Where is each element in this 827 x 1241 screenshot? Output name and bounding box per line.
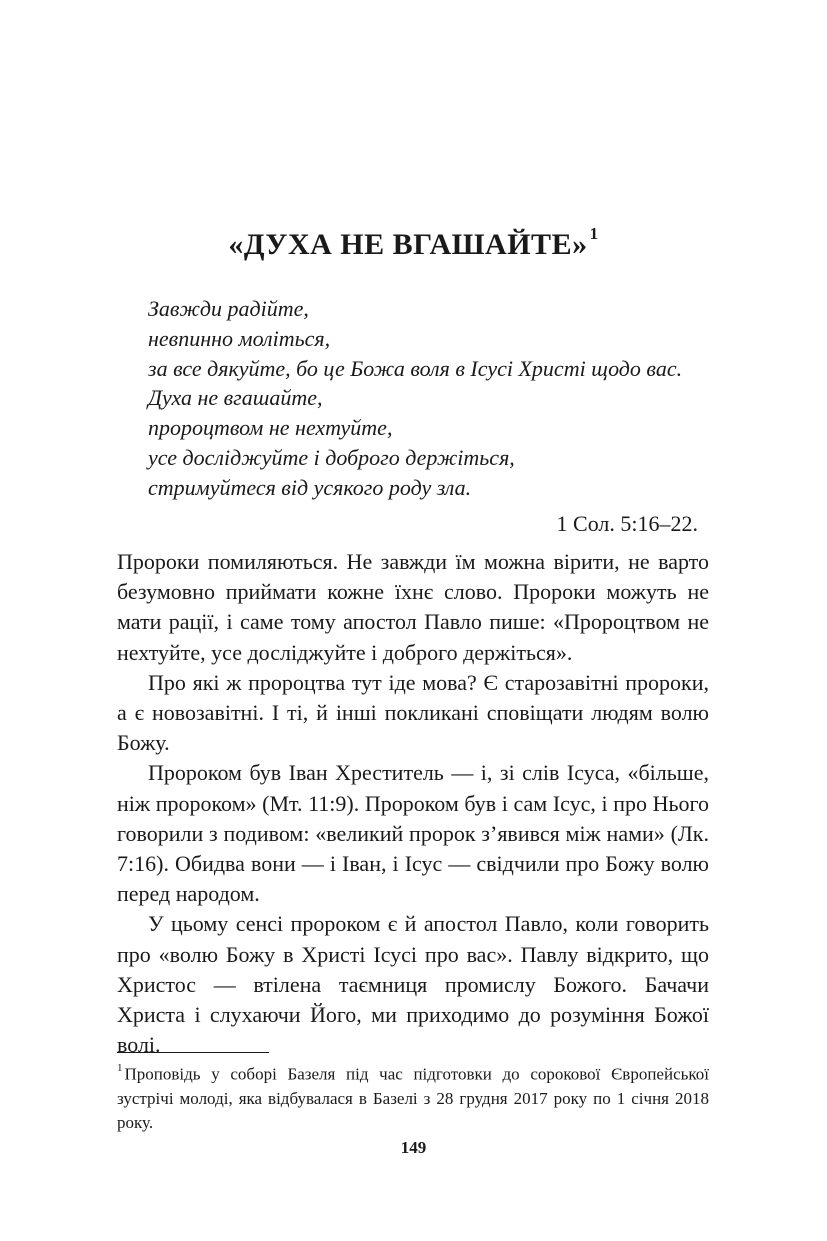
paragraph: Пророки помиляються. Не завжди їм можна вірити, не варто безумовно приймати кожне їхнє слово. Пророки можуть не мати рації, і саме тому апостол Павло пише: «Пророцтвом не нехтуйте, усе досліджуйте і доброго держіться». — [117, 549, 709, 665]
paragraph: Про які ж пророцтва тут іде мова? Є старозавітні пророки, а є новозавітні. І ті, й інші покликані сповіщати людям волю Божу. — [117, 669, 709, 756]
epigraph-line: пророцтвом не нехтуйте, — [148, 415, 393, 441]
paragraph: Пророком був Іван Хреститель — і, зі слів Ісуса, «більше, ніж пророком» (Мт. 11:9). Пророком був і сам Ісус, і про Нього говорили з подивом: «великий пророк з’явився між нами» (Лк. 7:16). Обидва вони — і Іван, і Ісус — свідчили про Божу волю перед народом. — [117, 760, 709, 907]
title-footnote-ref[interactable]: 1 — [589, 224, 599, 243]
chapter-title — [0, 224, 827, 262]
footnote-text: Проповідь у соборі Базеля під час підготовки до сорокової Європейської зустрічі молоді, яка відбувалася в Базелі з 28 грудня 2017 року по 1 січня 2018 року. — [117, 1064, 709, 1132]
epigraph-line: усе досліджуйте і доброго держіться, — [148, 444, 515, 470]
footnote — [117, 1058, 709, 1135]
epigraph-line: стримуйтеся від усякого роду зла. — [148, 474, 472, 500]
epigraph — [148, 294, 708, 503]
page-number: 149 — [400, 1138, 427, 1157]
paragraph: У цьому сенсі пророком є й апостол Павло, коли говорить про «волю Божу в Христі Ісусі про вас». Павлу відкрито, що Христос — втілена таємниця промислу Божого. Бачачи Христа і слухаючи Його, ми приходимо до розуміння Божої волі. — [117, 911, 709, 1058]
chapter-title-text: «ДУХА НЕ ВГАШАЙТЕ» — [228, 228, 588, 261]
epigraph-line: за все дякуйте, бо це Божа воля в Ісусі Христі щодо вас. — [148, 355, 683, 381]
epigraph-source: 1 Сол. 5:16–22. — [556, 511, 698, 536]
body-text — [117, 547, 709, 1060]
epigraph-line: Духа не вгашайте, — [148, 385, 323, 411]
footnote-number: 1 — [117, 1062, 123, 1074]
epigraph-line: Завжди радійте, — [148, 296, 309, 321]
footnote-divider — [117, 1052, 269, 1053]
epigraph-line: невпинно моліться, — [148, 325, 331, 351]
